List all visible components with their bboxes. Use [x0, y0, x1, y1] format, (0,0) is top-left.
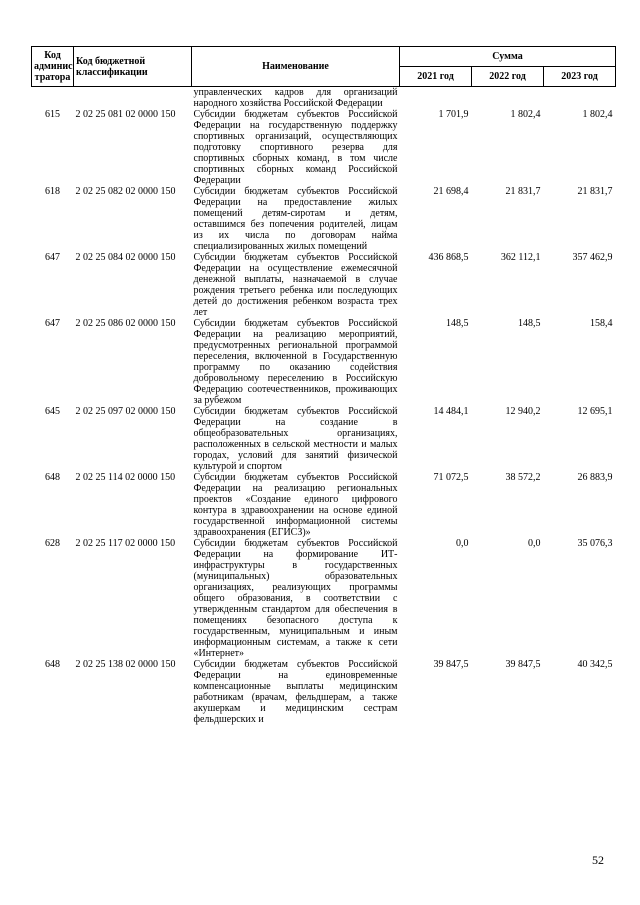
admin-code: 628 — [45, 538, 60, 549]
header-year-2023: 2023 год — [544, 67, 616, 87]
sum-2021: 1 701,9 — [438, 109, 469, 120]
table-row — [32, 472, 616, 538]
sum-2022: 12 940,2 — [505, 406, 541, 417]
sum-2021: 0,0 — [456, 538, 469, 549]
sum-2022: 0,0 — [528, 538, 541, 549]
sum-2021: 436 868,5 — [428, 252, 469, 263]
header-year-2022: 2022 год — [472, 67, 544, 87]
sum-2021: 71 072,5 — [433, 472, 469, 483]
sum-2023: 26 883,9 — [577, 472, 613, 483]
table-row-continuation — [32, 87, 616, 110]
row-name: Субсидии бюджетам субъектов Российской Федерации на формирование ИТ-инфраструктуры в государственных (муниципальных) образовательных организациях, реализующих программы общего образования, в соответствии с утвержденным стандартом для обеспечения в помещениях безопасного доступа к государственным, муниципальным и иным информационным системам, а также к сети «Интернет» — [193, 538, 398, 659]
row-name: Субсидии бюджетам субъектов Российской Федерации на создание в общеобразовательных организациях, расположенных в сельской местности и малых городах, условий для занятий физической культурой и спортом — [193, 406, 398, 472]
sum-2022: 21 831,7 — [505, 186, 541, 197]
continuation-text: управленческих кадров для организаций народного хозяйства Российской Федерации — [193, 87, 398, 109]
table-row — [32, 109, 616, 186]
sum-2023: 1 802,4 — [582, 109, 613, 120]
sum-2023: 158,4 — [590, 318, 613, 329]
sum-2022: 362 112,1 — [500, 252, 541, 263]
sum-2023: 21 831,7 — [577, 186, 613, 197]
sum-2023: 35 076,3 — [577, 538, 613, 549]
sum-2022: 38 572,2 — [505, 472, 541, 483]
admin-code: 618 — [45, 186, 60, 197]
sum-2023: 357 462,9 — [572, 252, 613, 263]
budget-code: 2 02 25 114 02 0000 150 — [75, 472, 176, 483]
sum-2021: 148,5 — [446, 318, 469, 329]
header-name: Наименование — [192, 47, 400, 87]
table-row — [32, 406, 616, 472]
budget-code: 2 02 25 086 02 0000 150 — [75, 318, 176, 329]
sum-2023: 40 342,5 — [577, 659, 613, 670]
header-budget-code: Код бюджетной классификации — [74, 47, 192, 87]
table-row — [32, 538, 616, 659]
budget-code: 2 02 25 082 02 0000 150 — [75, 186, 176, 197]
row-name: Субсидии бюджетам субъектов Российской Федерации на реализацию региональных проектов «Создание единого цифрового контура в здравоохранении на основе единой государственной информационной системы здравоохранения (ЕГИСЗ)» — [193, 472, 398, 538]
sum-2021: 21 698,4 — [433, 186, 469, 197]
header-sum: Сумма — [400, 47, 616, 67]
row-name: Субсидии бюджетам субъектов Российской Федерации на предоставление жилых помещений детям-сиротам и детям, оставшимся без попечения родителей, лицам из их числа по договорам найма специализированных жилых помещений — [193, 186, 398, 252]
table-row — [32, 186, 616, 252]
budget-code: 2 02 25 117 02 0000 150 — [75, 538, 176, 549]
budget-code: 2 02 25 138 02 0000 150 — [75, 659, 176, 670]
row-name: Субсидии бюджетам субъектов Российской Федерации на государственную поддержку спортивных организаций, осуществляющих подготовку спортивного резерва для спортивных сборных команд, в том числе спортивных сборных команд Российской Федерации — [193, 109, 398, 186]
header-admin-code: Код админис тратора — [32, 47, 74, 87]
budget-table — [31, 46, 616, 725]
admin-code: 645 — [45, 406, 60, 417]
sum-2021: 39 847,5 — [433, 659, 469, 670]
budget-code: 2 02 25 097 02 0000 150 — [75, 406, 176, 417]
row-name: Субсидии бюджетам субъектов Российской Федерации на единовременные компенсационные выплаты медицинским работникам (врачам, фельдшерам, а также акушеркам и медицинским сестрам фельдшерских и — [193, 659, 398, 725]
sum-2023: 12 695,1 — [577, 406, 613, 417]
admin-code: 615 — [45, 109, 60, 120]
admin-code: 647 — [45, 252, 60, 263]
budget-table-page — [31, 46, 615, 725]
row-name: Субсидии бюджетам субъектов Российской Федерации на осуществление ежемесячной денежной выплаты, назначаемой в случае рождения третьего ребенка или последующих детей до достижения ребенком возраста трех лет — [193, 252, 398, 318]
sum-2021: 14 484,1 — [433, 406, 469, 417]
table-header — [32, 47, 616, 87]
sum-2022: 1 802,4 — [510, 109, 541, 120]
table-body — [32, 87, 616, 726]
admin-code: 648 — [45, 659, 60, 670]
page-number: 52 — [592, 853, 604, 867]
sum-2022: 148,5 — [518, 318, 541, 329]
table-row — [32, 252, 616, 318]
admin-code: 647 — [45, 318, 60, 329]
table-row — [32, 659, 616, 725]
budget-code: 2 02 25 081 02 0000 150 — [75, 109, 176, 120]
admin-code: 648 — [45, 472, 60, 483]
row-name: Субсидии бюджетам субъектов Российской Федерации на реализацию мероприятий, предусмотренных региональной программой переселения, включенной в Государственную программу по оказанию содействия добровольному переселению в Российскую Федерацию соотечественников, проживающих за рубежом — [193, 318, 398, 406]
table-row — [32, 318, 616, 406]
budget-code: 2 02 25 084 02 0000 150 — [75, 252, 176, 263]
sum-2022: 39 847,5 — [505, 659, 541, 670]
header-year-2021: 2021 год — [400, 67, 472, 87]
